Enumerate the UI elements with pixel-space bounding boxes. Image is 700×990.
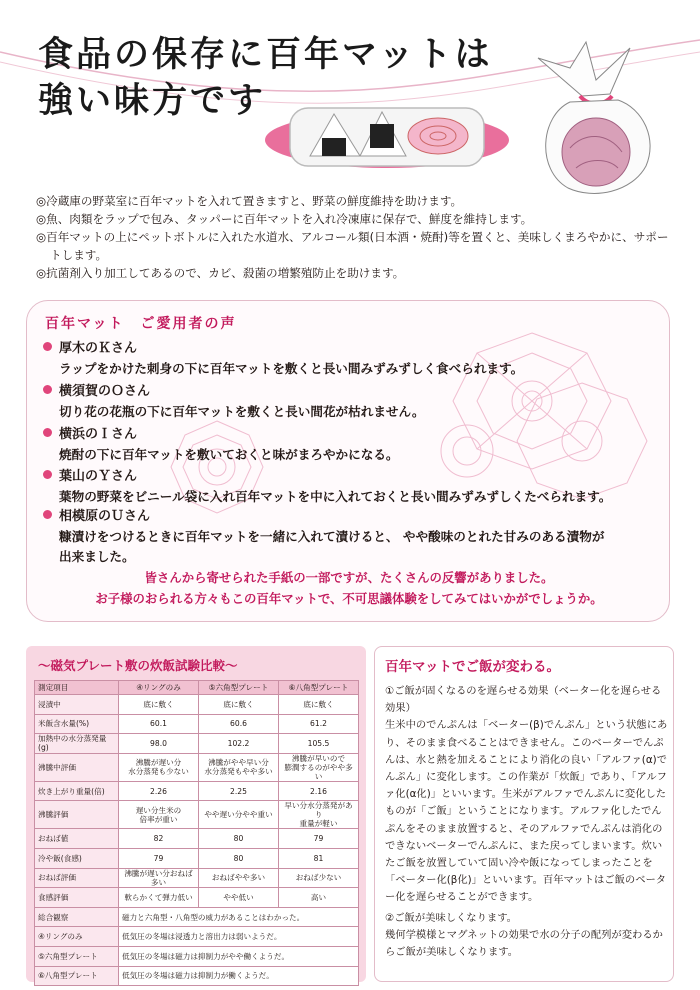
row-label-cell: 加熱中の水分蒸発量(g) <box>35 734 119 754</box>
rice-test-panel <box>26 646 366 982</box>
table-cell: 底に敷く <box>119 695 199 715</box>
voice-text: 糠漬けをつけるときに百年マットを一緒に入れて漬けると、 やや酸味のとれた甘みのある漬物が <box>59 529 605 544</box>
comparison-table <box>34 680 359 986</box>
row-label-cell: 食感評価 <box>35 888 119 908</box>
table-row <box>35 829 359 849</box>
table-cell: 98.0 <box>119 734 199 754</box>
table-header-cell: ⑥八角型プレート <box>279 681 359 695</box>
voice-item <box>43 339 523 379</box>
table-cell: 79 <box>279 829 359 849</box>
benefit-item: ◎冷蔵庫の野菜室に百年マットを入れて置きますと、野菜の鮮度維持を助けます。 <box>36 194 463 208</box>
rice-body <box>385 683 669 961</box>
table-header-cell: ⑤六角型プレート <box>199 681 279 695</box>
title-line-1: 食品の保存に百年マットは <box>38 35 493 75</box>
table-header-row <box>35 681 359 695</box>
table-cell: 2.25 <box>199 781 279 801</box>
bullet-dot-icon <box>43 385 52 394</box>
table-row <box>35 753 359 781</box>
table-cell: 早い分水分蒸発があり 重量が軽い <box>279 801 359 829</box>
row-label-cell: 沸騰中評価 <box>35 753 119 781</box>
table-cell: 2.26 <box>119 781 199 801</box>
rice-section-2-body: 幾何学模様とマグネットの効果で水の分子の配列が変わるからご飯が美味しくなります。 <box>385 928 663 959</box>
table-cell: 79 <box>119 848 199 868</box>
row-label-cell: 総合観察 <box>35 907 119 927</box>
table-cell: 遅い分生米の 倍率が重い <box>119 801 199 829</box>
voices-closing <box>27 567 670 609</box>
summary-cell: 低気圧の冬場は浸透力と溶出力は弱いようだ。 <box>119 927 359 947</box>
summary-cell: 低気圧の冬場は磁力は抑制力が働くようだ。 <box>119 966 359 986</box>
comparison-title: ～磁気プレート敷の炊飯試験比較～ <box>38 658 238 673</box>
voices-title: 百年マット ご愛用者の声 <box>45 316 237 332</box>
benefit-item: ◎百年マットの上にペットボトルに入れた水道水、アルコール類(日本酒・焼酎)等を置くと、美味しくまろやかに、サポートします。 <box>36 230 669 262</box>
table-cell: 102.2 <box>199 734 279 754</box>
table-cell: やや低い <box>199 888 279 908</box>
row-label-cell: ⑤六角型プレート <box>35 946 119 966</box>
voice-name: 相模原のＵさん <box>59 509 151 524</box>
rice-section-1-body: 生米中のでんぷんは「ベーター(β)でんぷん」という状態にあり、そのまま食べることはできません。このベーターでんぷんは、水と熱を加えることにより消化の良い「アルファ(α)でんぷん」に変化します。この作業が「炊飯」であり、「アルファ化(α化)」といいます。生米がアルファでんぷんに変化したものが「ご飯」ということになります。アルファ化したでんぷんをそのまま放置すると、そのアルファでんぷんは消化のできないベーターでんぷんに、また戻ってしまいます。炊いたご飯を放置していて固い冷や飯になってしまったことを「ベーター化(β化)」といいます。百年マットはご飯のベーター化を遅らせることができます。 <box>385 719 668 904</box>
table-cell: おねば少ない <box>279 868 359 888</box>
table-cell: 沸騰がやや早い分 水分蒸発もやや多い <box>199 753 279 781</box>
table-row <box>35 888 359 908</box>
table-header-cell: 測定項目 <box>35 681 119 695</box>
bullet-dot-icon <box>43 470 52 479</box>
table-row <box>35 714 359 734</box>
table-cell: 81 <box>279 848 359 868</box>
table-row <box>35 695 359 715</box>
table-cell: 105.5 <box>279 734 359 754</box>
table-cell: おねばやや多い <box>199 868 279 888</box>
closing-line-1: 皆さんから寄せられた手紙の一部ですが、たくさんの反響がありました。 <box>144 570 554 585</box>
summary-row <box>35 966 359 986</box>
voice-text-continued: 出来ました。 <box>59 549 135 564</box>
summary-cell: 低気圧の冬場は磁力は抑制力がやや働くようだ。 <box>119 946 359 966</box>
table-cell: 沸騰が遅い分 水分蒸発も少ない <box>119 753 199 781</box>
voice-name: 葉山のＹさん <box>59 469 138 484</box>
table-cell: 80 <box>199 848 279 868</box>
row-label-cell: おねば値 <box>35 829 119 849</box>
voice-text: 葉物の野菜をビニール袋に入れ百年マットを中に入れておくと長い間みずみずしくたべられます。 <box>59 489 612 504</box>
voice-item <box>43 467 611 507</box>
table-cell: 82 <box>119 829 199 849</box>
benefit-item: ◎魚、肉類をラップで包み、タッパーに百年マットを入れ冷凍庫に保存で、鮮度を維持します。 <box>36 212 533 226</box>
rice-title: 百年マットでご飯が変わる。 <box>385 659 560 675</box>
table-cell: やや遅い分やや重い <box>199 801 279 829</box>
table-cell: 2.16 <box>279 781 359 801</box>
table-cell: 61.2 <box>279 714 359 734</box>
rice-section-1-heading: ①ご飯が固くなるのを遅らせる効果（ベーター化を遅らせる効果） <box>385 685 662 715</box>
row-label-cell: 浸漬中 <box>35 695 119 715</box>
voice-item <box>43 507 604 567</box>
row-label-cell: ④リングのみ <box>35 927 119 947</box>
table-cell: 高い <box>279 888 359 908</box>
table-cell: 底に敷く <box>279 695 359 715</box>
food-tray-illustration <box>262 100 512 172</box>
table-header-cell: ④リングのみ <box>119 681 199 695</box>
table-row <box>35 734 359 754</box>
bullet-dot-icon <box>43 428 52 437</box>
row-label-cell: 炊き上がり重量(倍) <box>35 781 119 801</box>
row-label-cell: おねば評価 <box>35 868 119 888</box>
table-cell: 60.1 <box>119 714 199 734</box>
table-cell: 60.6 <box>199 714 279 734</box>
voice-text: 焼酎の下に百年マットを敷いておくと味がまろやかになる。 <box>59 447 399 462</box>
table-row <box>35 801 359 829</box>
table-cell: 沸騰が早いので 膨潤するのがやや多い <box>279 753 359 781</box>
table-cell: 80 <box>199 829 279 849</box>
voice-name: 横浜のＩさん <box>59 427 138 442</box>
table-cell: 底に敷く <box>199 695 279 715</box>
table-row <box>35 781 359 801</box>
rice-section-2-heading: ②ご飯が美味しくなります。 <box>385 911 517 924</box>
row-label-cell: 沸騰評価 <box>35 801 119 829</box>
summary-row <box>35 946 359 966</box>
table-row <box>35 848 359 868</box>
row-label-cell: ⑥八角型プレート <box>35 966 119 986</box>
bullet-dot-icon <box>43 510 52 519</box>
voice-name: 横須賀のＯさん <box>59 384 151 399</box>
table-cell: 沸騰が遅い分おねば多い <box>119 868 199 888</box>
cabbage-bag-illustration <box>530 40 660 200</box>
voice-item <box>43 425 399 465</box>
summary-row <box>35 907 359 927</box>
closing-line-2: お子様のおられる方々もこの百年マットで、不可思議体験をしてみてはいかがでしょうか。 <box>95 591 603 606</box>
table-row <box>35 868 359 888</box>
voice-text: 切り花の花瓶の下に百年マットを敷くと長い間花が枯れません。 <box>59 404 425 419</box>
summary-row <box>35 927 359 947</box>
row-label-cell: 米飯含水量(%) <box>35 714 119 734</box>
voice-item <box>43 382 424 422</box>
bullet-dot-icon <box>43 342 52 351</box>
rice-change-panel <box>374 646 674 982</box>
summary-cell: 磁力と六角型・八角型の威力があることはわかった。 <box>119 907 359 927</box>
table-cell: 軟らかくて弾力低い <box>119 888 199 908</box>
voice-name: 厚木のＫさん <box>59 341 138 356</box>
benefits-list <box>36 192 676 282</box>
user-voices-panel <box>26 300 670 622</box>
benefit-item: ◎抗菌剤入り加工してあるので、カビ、殺菌の増繁殖防止を助けます。 <box>36 266 405 280</box>
row-label-cell: 冷や飯(食感) <box>35 848 119 868</box>
title-line-2: 強い味方です <box>38 81 267 121</box>
voice-text: ラップをかけた刺身の下に百年マットを敷くと長い間みずみずしく食べられます。 <box>59 361 524 376</box>
